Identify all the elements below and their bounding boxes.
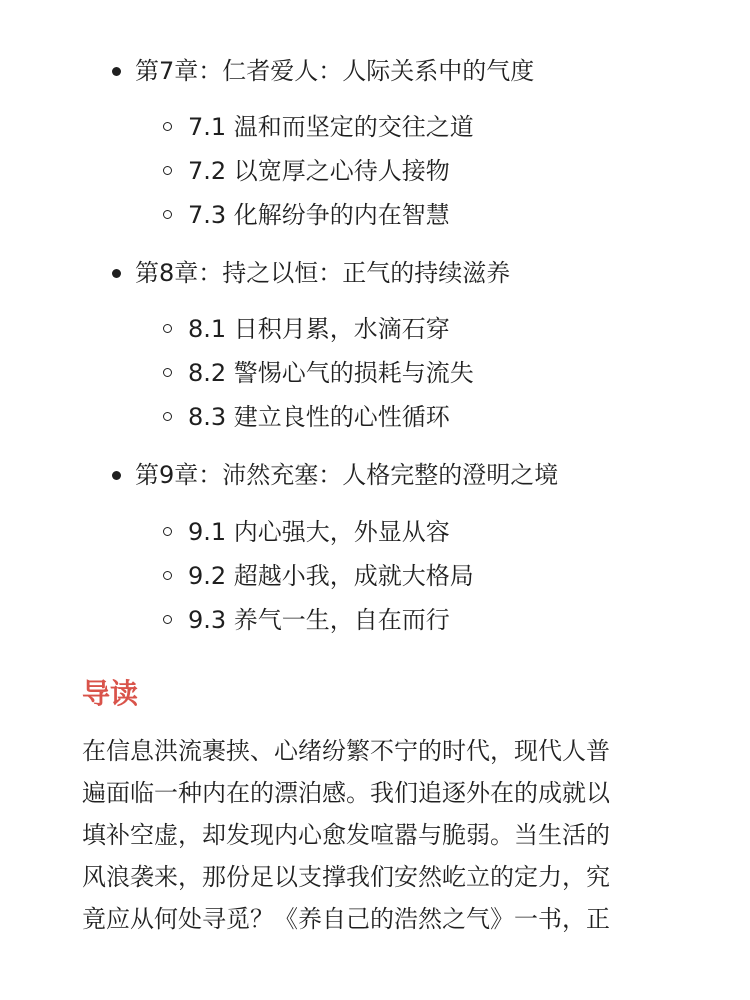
circle-bullet-icon [163, 527, 172, 536]
circle-bullet-icon [163, 166, 172, 175]
section-title: 7.1 温和而坚定的交往之道 [188, 113, 474, 141]
section-title: 7.2 以宽厚之心待人接物 [188, 157, 450, 185]
section-title: 9.1 内心强大，外显从容 [188, 518, 450, 546]
chapter-title: 第7章：仁者爱人：人际关系中的气度 [135, 57, 535, 85]
chapter-title: 第8章：持之以恒：正气的持续滋养 [135, 259, 511, 287]
circle-bullet-icon [163, 368, 172, 377]
section-title: 8.3 建立良性的心性循环 [188, 403, 450, 431]
intro-paragraph-line: 竟应从何处寻觅？《养自己的浩然之气》一书，正 [82, 905, 610, 933]
chapter-title: 第9章：沛然充塞：人格完整的澄明之境 [135, 461, 559, 489]
section-title: 8.2 警惕心气的损耗与流失 [188, 359, 474, 387]
circle-bullet-icon [163, 122, 172, 131]
circle-bullet-icon [163, 615, 172, 624]
bullet-icon [112, 471, 121, 480]
circle-bullet-icon [163, 210, 172, 219]
intro-heading: 导读 [82, 677, 139, 710]
circle-bullet-icon [163, 571, 172, 580]
intro-paragraph-line: 填补空虚，却发现内心愈发喧嚣与脆弱。当生活的 [82, 821, 610, 849]
bullet-icon [112, 269, 121, 278]
intro-paragraph-line: 遍面临一种内在的漂泊感。我们追逐外在的成就以 [82, 779, 610, 807]
section-title: 7.3 化解纷争的内在智慧 [188, 201, 450, 229]
bullet-icon [112, 67, 121, 76]
section-title: 8.1 日积月累，水滴石穿 [188, 315, 450, 343]
circle-bullet-icon [163, 324, 172, 333]
intro-paragraph-line: 在信息洪流裹挟、心绪纷繁不宁的时代，现代人普 [82, 737, 610, 765]
intro-paragraph-line: 风浪袭来，那份足以支撑我们安然屹立的定力，究 [82, 863, 610, 891]
section-title: 9.2 超越小我，成就大格局 [188, 562, 474, 590]
circle-bullet-icon [163, 412, 172, 421]
section-title: 9.3 养气一生，自在而行 [188, 606, 450, 634]
